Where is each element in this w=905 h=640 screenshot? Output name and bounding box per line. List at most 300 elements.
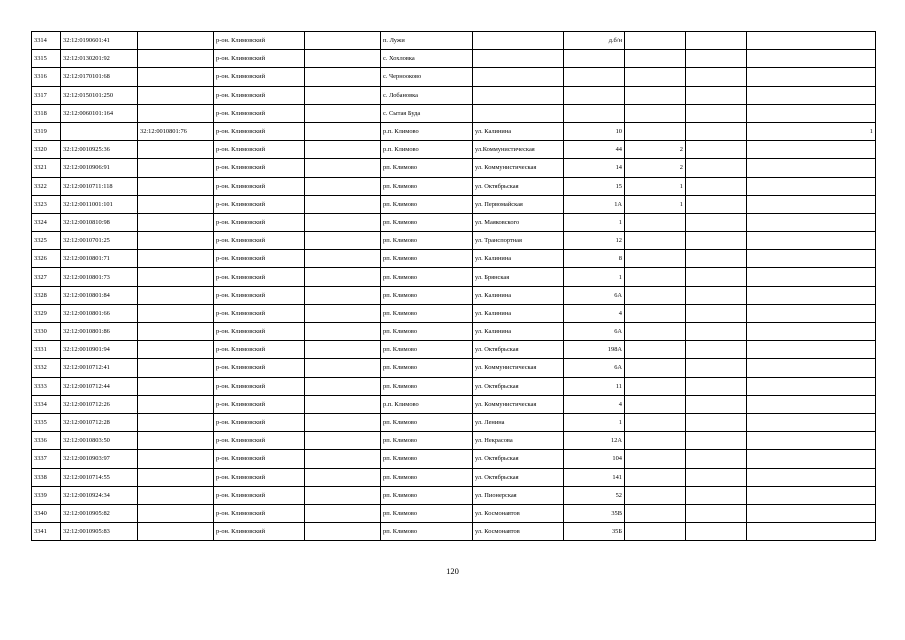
cell-count-c: [747, 486, 876, 504]
cell-district: р-он. Климовский: [214, 395, 305, 413]
cell-cadastral-number-alt: [138, 377, 214, 395]
cell-house-number: [564, 68, 625, 86]
cell-count-b: [686, 68, 747, 86]
cell-district: р-он. Климовский: [214, 86, 305, 104]
cell-row-index: 3323: [32, 195, 61, 213]
table-row: [32, 68, 876, 86]
cell-settlement: рп. Климово: [381, 195, 473, 213]
cell-cadastral-number-alt: [138, 486, 214, 504]
cell-house-number: 4: [564, 304, 625, 322]
cell-cadastral-number: [61, 122, 138, 140]
cell-row-index: 3324: [32, 213, 61, 231]
cell-settlement: рп. Климово: [381, 286, 473, 304]
cell-count-c: [747, 32, 876, 50]
cell-district: р-он. Климовский: [214, 213, 305, 231]
cell-count-b: [686, 50, 747, 68]
table-row: [32, 323, 876, 341]
cell-row-index: 3338: [32, 468, 61, 486]
cell-house-number: 15: [564, 177, 625, 195]
cell-row-index: 3315: [32, 50, 61, 68]
cell-blank: [305, 450, 381, 468]
cell-blank: [305, 486, 381, 504]
cell-row-index: 3334: [32, 395, 61, 413]
cell-cadastral-number-alt: [138, 213, 214, 231]
table-row: [32, 122, 876, 140]
cell-row-index: 3314: [32, 32, 61, 50]
cell-cadastral-number-alt: [138, 68, 214, 86]
cell-settlement: с. Сытая Буда: [381, 104, 473, 122]
cell-row-index: 3341: [32, 523, 61, 541]
cell-cadastral-number-alt: [138, 432, 214, 450]
cell-cadastral-number-alt: [138, 195, 214, 213]
cell-district: р-он. Климовский: [214, 432, 305, 450]
cell-district: р-он. Климовский: [214, 104, 305, 122]
cell-street: ул. Коммунистическая: [473, 359, 564, 377]
cell-count-b: [686, 86, 747, 104]
cell-count-a: [625, 504, 686, 522]
cell-cadastral-number: 32:12:0010905:83: [61, 523, 138, 541]
cell-cadastral-number-alt: [138, 323, 214, 341]
cell-count-b: [686, 141, 747, 159]
cell-house-number: 11: [564, 377, 625, 395]
cell-cadastral-number: 32:12:0010714:55: [61, 468, 138, 486]
cell-count-b: [686, 450, 747, 468]
cell-settlement: рп. Климово: [381, 232, 473, 250]
cell-count-a: [625, 250, 686, 268]
cell-cadastral-number-alt: [138, 468, 214, 486]
cell-count-b: [686, 232, 747, 250]
cell-settlement: рп. Климово: [381, 159, 473, 177]
cell-settlement: с. Лобановка: [381, 86, 473, 104]
cell-settlement: р.п. Климово: [381, 122, 473, 140]
cell-settlement: рп. Климово: [381, 523, 473, 541]
cell-district: р-он. Климовский: [214, 523, 305, 541]
cell-street: ул. Коммунистическая: [473, 159, 564, 177]
cell-blank: [305, 395, 381, 413]
cell-house-number: 12: [564, 232, 625, 250]
cell-row-index: 3332: [32, 359, 61, 377]
cell-cadastral-number: 32:12:0010803:50: [61, 432, 138, 450]
cell-cadastral-number-alt: [138, 50, 214, 68]
cell-house-number: 1: [564, 268, 625, 286]
cell-row-index: 3317: [32, 86, 61, 104]
table-row: [32, 432, 876, 450]
cell-district: р-он. Климовский: [214, 323, 305, 341]
cell-house-number: 35Б: [564, 523, 625, 541]
table-row: [32, 104, 876, 122]
cell-count-b: [686, 486, 747, 504]
cell-count-b: [686, 432, 747, 450]
cell-district: р-он. Климовский: [214, 50, 305, 68]
registry-table: [31, 31, 876, 541]
cell-cadastral-number-alt: [138, 359, 214, 377]
cell-settlement: рп. Климово: [381, 341, 473, 359]
cell-street: [473, 86, 564, 104]
cell-district: р-он. Климовский: [214, 450, 305, 468]
cell-street: ул.Коммунистическая: [473, 141, 564, 159]
cell-cadastral-number-alt: [138, 504, 214, 522]
cell-cadastral-number-alt: [138, 32, 214, 50]
cell-street: ул. Октябрьская: [473, 341, 564, 359]
cell-count-a: [625, 341, 686, 359]
cell-cadastral-number: 32:12:0010712:44: [61, 377, 138, 395]
cell-count-a: [625, 68, 686, 86]
cell-street: ул. Пионерская: [473, 486, 564, 504]
cell-blank: [305, 213, 381, 231]
cell-settlement: с. Чернооково: [381, 68, 473, 86]
cell-street: ул. Ленина: [473, 413, 564, 431]
cell-count-a: [625, 304, 686, 322]
cell-cadastral-number-alt: [138, 250, 214, 268]
cell-blank: [305, 195, 381, 213]
cell-district: р-он. Климовский: [214, 286, 305, 304]
cell-count-a: [625, 86, 686, 104]
cell-row-index: 3336: [32, 432, 61, 450]
cell-district: р-он. Климовский: [214, 122, 305, 140]
table-row: [32, 213, 876, 231]
cell-count-b: [686, 159, 747, 177]
table-row: [32, 450, 876, 468]
cell-cadastral-number-alt: [138, 141, 214, 159]
cell-district: р-он. Климовский: [214, 250, 305, 268]
cell-house-number: д.б/н: [564, 32, 625, 50]
cell-house-number: 4: [564, 395, 625, 413]
cell-count-c: [747, 341, 876, 359]
cell-cadastral-number: 32:12:0060101:164: [61, 104, 138, 122]
cell-count-c: [747, 50, 876, 68]
cell-count-c: [747, 304, 876, 322]
table-row: [32, 504, 876, 522]
cell-street: ул. Октябрьская: [473, 468, 564, 486]
cell-district: р-он. Климовский: [214, 377, 305, 395]
cell-house-number: 141: [564, 468, 625, 486]
cell-count-c: [747, 468, 876, 486]
table-row: [32, 359, 876, 377]
cell-district: р-он. Климовский: [214, 195, 305, 213]
cell-district: р-он. Климовский: [214, 359, 305, 377]
table-row: [32, 395, 876, 413]
cell-street: ул. Коммунистическая: [473, 395, 564, 413]
cell-cadastral-number: 32:12:0150101:250: [61, 86, 138, 104]
cell-count-c: [747, 250, 876, 268]
table-row: [32, 268, 876, 286]
cell-count-c: [747, 395, 876, 413]
cell-count-c: [747, 104, 876, 122]
cell-count-b: [686, 359, 747, 377]
cell-street: ул. Калинина: [473, 286, 564, 304]
cell-cadastral-number: 32:12:0010712:41: [61, 359, 138, 377]
cell-count-c: [747, 213, 876, 231]
cell-count-c: [747, 68, 876, 86]
cell-cadastral-number: 32:12:0010810:98: [61, 213, 138, 231]
cell-count-c: 1: [747, 122, 876, 140]
cell-count-b: [686, 468, 747, 486]
table-row: [32, 468, 876, 486]
table-row: [32, 523, 876, 541]
cell-cadastral-number-alt: [138, 86, 214, 104]
cell-count-c: [747, 359, 876, 377]
cell-blank: [305, 68, 381, 86]
cell-row-index: 3316: [32, 68, 61, 86]
cell-row-index: 3325: [32, 232, 61, 250]
cell-settlement: с. Хохловка: [381, 50, 473, 68]
cell-street: ул. Октябрьская: [473, 450, 564, 468]
cell-count-b: [686, 504, 747, 522]
cell-cadastral-number: 32:12:0010801:71: [61, 250, 138, 268]
cell-blank: [305, 232, 381, 250]
cell-count-b: [686, 122, 747, 140]
cell-cadastral-number: 32:12:0010701:25: [61, 232, 138, 250]
table-row: [32, 50, 876, 68]
cell-row-index: 3322: [32, 177, 61, 195]
table-row: [32, 141, 876, 159]
cell-count-c: [747, 195, 876, 213]
cell-count-b: [686, 413, 747, 431]
cell-settlement: р.п. Климово: [381, 395, 473, 413]
cell-blank: [305, 50, 381, 68]
cell-cadastral-number: 32:12:0010901:94: [61, 341, 138, 359]
cell-district: р-он. Климовский: [214, 141, 305, 159]
cell-blank: [305, 122, 381, 140]
cell-count-c: [747, 159, 876, 177]
cell-district: р-он. Климовский: [214, 232, 305, 250]
cell-blank: [305, 504, 381, 522]
cell-cadastral-number-alt: [138, 395, 214, 413]
cell-count-a: [625, 232, 686, 250]
cell-cadastral-number-alt: [138, 232, 214, 250]
cell-cadastral-number-alt: [138, 413, 214, 431]
table-row: [32, 86, 876, 104]
cell-count-a: [625, 486, 686, 504]
cell-house-number: 44: [564, 141, 625, 159]
cell-count-c: [747, 450, 876, 468]
cell-count-a: [625, 286, 686, 304]
cell-count-c: [747, 432, 876, 450]
cell-row-index: 3339: [32, 486, 61, 504]
cell-cadastral-number: 32:12:0130201:92: [61, 50, 138, 68]
cell-blank: [305, 86, 381, 104]
cell-cadastral-number-alt: [138, 177, 214, 195]
cell-count-c: [747, 232, 876, 250]
cell-row-index: 3321: [32, 159, 61, 177]
cell-house-number: [564, 86, 625, 104]
cell-count-c: [747, 523, 876, 541]
cell-row-index: 3329: [32, 304, 61, 322]
cell-house-number: 104: [564, 450, 625, 468]
cell-row-index: 3327: [32, 268, 61, 286]
cell-settlement: рп. Климово: [381, 213, 473, 231]
cell-count-a: 1: [625, 177, 686, 195]
cell-row-index: 3331: [32, 341, 61, 359]
cell-count-c: [747, 268, 876, 286]
cell-street: ул. Маяковского: [473, 213, 564, 231]
cell-blank: [305, 304, 381, 322]
cell-row-index: 3328: [32, 286, 61, 304]
cell-cadastral-number-alt: [138, 450, 214, 468]
cell-blank: [305, 159, 381, 177]
cell-street: ул. Некрасова: [473, 432, 564, 450]
cell-house-number: 52: [564, 486, 625, 504]
cell-district: р-он. Климовский: [214, 268, 305, 286]
cell-blank: [305, 341, 381, 359]
cell-blank: [305, 177, 381, 195]
cell-count-a: [625, 104, 686, 122]
cell-street: [473, 32, 564, 50]
cell-street: ул. Брянская: [473, 268, 564, 286]
registry-table-body: [32, 32, 876, 541]
cell-district: р-он. Климовский: [214, 304, 305, 322]
cell-street: ул. Калинина: [473, 122, 564, 140]
cell-count-a: [625, 213, 686, 231]
cell-count-a: [625, 523, 686, 541]
table-row: [32, 286, 876, 304]
cell-count-c: [747, 286, 876, 304]
cell-blank: [305, 413, 381, 431]
cell-district: р-он. Климовский: [214, 504, 305, 522]
cell-district: р-он. Климовский: [214, 32, 305, 50]
cell-count-b: [686, 32, 747, 50]
cell-count-c: [747, 413, 876, 431]
cell-settlement: рп. Климово: [381, 377, 473, 395]
cell-street: ул. Первомайская: [473, 195, 564, 213]
cell-row-index: 3333: [32, 377, 61, 395]
cell-house-number: 6А: [564, 323, 625, 341]
cell-cadastral-number-alt: [138, 304, 214, 322]
cell-street: ул. Октябрьская: [473, 177, 564, 195]
cell-district: р-он. Климовский: [214, 486, 305, 504]
cell-cadastral-number: 32:12:0010801:86: [61, 323, 138, 341]
table-row: [32, 377, 876, 395]
cell-cadastral-number: 32:12:0010925:36: [61, 141, 138, 159]
cell-blank: [305, 32, 381, 50]
cell-count-b: [686, 323, 747, 341]
cell-blank: [305, 104, 381, 122]
cell-house-number: 8: [564, 250, 625, 268]
cell-house-number: 198А: [564, 341, 625, 359]
cell-settlement: рп. Климово: [381, 468, 473, 486]
cell-cadastral-number: 32:12:0010801:66: [61, 304, 138, 322]
cell-house-number: 1: [564, 213, 625, 231]
cell-settlement: п. Лужи: [381, 32, 473, 50]
cell-blank: [305, 268, 381, 286]
cell-cadastral-number-alt: [138, 159, 214, 177]
cell-street: ул. Космонавтов: [473, 523, 564, 541]
table-row: [32, 486, 876, 504]
cell-count-a: [625, 468, 686, 486]
cell-street: [473, 50, 564, 68]
cell-count-c: [747, 504, 876, 522]
cell-count-a: [625, 268, 686, 286]
cell-cadastral-number: 32:12:0010905:82: [61, 504, 138, 522]
cell-count-b: [686, 268, 747, 286]
cell-count-b: [686, 395, 747, 413]
cell-cadastral-number: 32:12:0010924:34: [61, 486, 138, 504]
cell-cadastral-number: 32:12:0170101:68: [61, 68, 138, 86]
cell-settlement: рп. Климово: [381, 504, 473, 522]
table-row: [32, 341, 876, 359]
cell-count-c: [747, 377, 876, 395]
cell-settlement: рп. Климово: [381, 268, 473, 286]
cell-count-b: [686, 177, 747, 195]
cell-count-a: 1: [625, 195, 686, 213]
cell-street: ул. Октябрьская: [473, 377, 564, 395]
table-row: [32, 232, 876, 250]
cell-row-index: 3320: [32, 141, 61, 159]
cell-count-a: [625, 450, 686, 468]
cell-settlement: рп. Климово: [381, 413, 473, 431]
cell-row-index: 3330: [32, 323, 61, 341]
cell-street: ул. Калинина: [473, 323, 564, 341]
cell-cadastral-number: 32:12:0010801:84: [61, 286, 138, 304]
cell-settlement: рп. Климово: [381, 177, 473, 195]
cell-count-a: [625, 50, 686, 68]
cell-settlement: рп. Климово: [381, 304, 473, 322]
cell-district: р-он. Климовский: [214, 68, 305, 86]
cell-street: [473, 104, 564, 122]
cell-count-b: [686, 341, 747, 359]
cell-street: [473, 68, 564, 86]
cell-blank: [305, 141, 381, 159]
cell-house-number: [564, 50, 625, 68]
cell-count-b: [686, 195, 747, 213]
cell-count-c: [747, 323, 876, 341]
cell-cadastral-number: 32:12:0190601:41: [61, 32, 138, 50]
cell-house-number: 6А: [564, 286, 625, 304]
cell-house-number: 1А: [564, 195, 625, 213]
table-row: [32, 177, 876, 195]
cell-count-a: [625, 323, 686, 341]
cell-house-number: [564, 104, 625, 122]
cell-blank: [305, 250, 381, 268]
cell-district: р-он. Климовский: [214, 177, 305, 195]
cell-cadastral-number: 32:12:0010801:73: [61, 268, 138, 286]
cell-street: ул. Космонавтов: [473, 504, 564, 522]
cell-district: р-он. Климовский: [214, 468, 305, 486]
cell-district: р-он. Климовский: [214, 413, 305, 431]
cell-count-b: [686, 213, 747, 231]
cell-row-index: 3340: [32, 504, 61, 522]
cell-count-a: [625, 359, 686, 377]
cell-house-number: 35В: [564, 504, 625, 522]
cell-house-number: 10: [564, 122, 625, 140]
cell-settlement: рп. Климово: [381, 250, 473, 268]
cell-district: р-он. Климовский: [214, 159, 305, 177]
cell-row-index: 3335: [32, 413, 61, 431]
cell-count-c: [747, 141, 876, 159]
cell-count-a: [625, 395, 686, 413]
cell-cadastral-number-alt: 32:12:0010801:76: [138, 122, 214, 140]
cell-cadastral-number-alt: [138, 341, 214, 359]
cell-row-index: 3326: [32, 250, 61, 268]
cell-blank: [305, 377, 381, 395]
cell-cadastral-number: 32:12:0010903:97: [61, 450, 138, 468]
cell-count-a: [625, 122, 686, 140]
page-number: 120: [446, 566, 459, 576]
cell-count-a: 2: [625, 159, 686, 177]
cell-cadastral-number: 32:12:0010712:28: [61, 413, 138, 431]
cell-cadastral-number-alt: [138, 268, 214, 286]
cell-blank: [305, 523, 381, 541]
cell-settlement: рп. Климово: [381, 359, 473, 377]
cell-row-index: 3318: [32, 104, 61, 122]
cell-cadastral-number-alt: [138, 523, 214, 541]
cell-count-b: [686, 523, 747, 541]
cell-cadastral-number-alt: [138, 286, 214, 304]
cell-row-index: 3319: [32, 122, 61, 140]
cell-blank: [305, 468, 381, 486]
cell-district: р-он. Климовский: [214, 341, 305, 359]
table-row: [32, 32, 876, 50]
